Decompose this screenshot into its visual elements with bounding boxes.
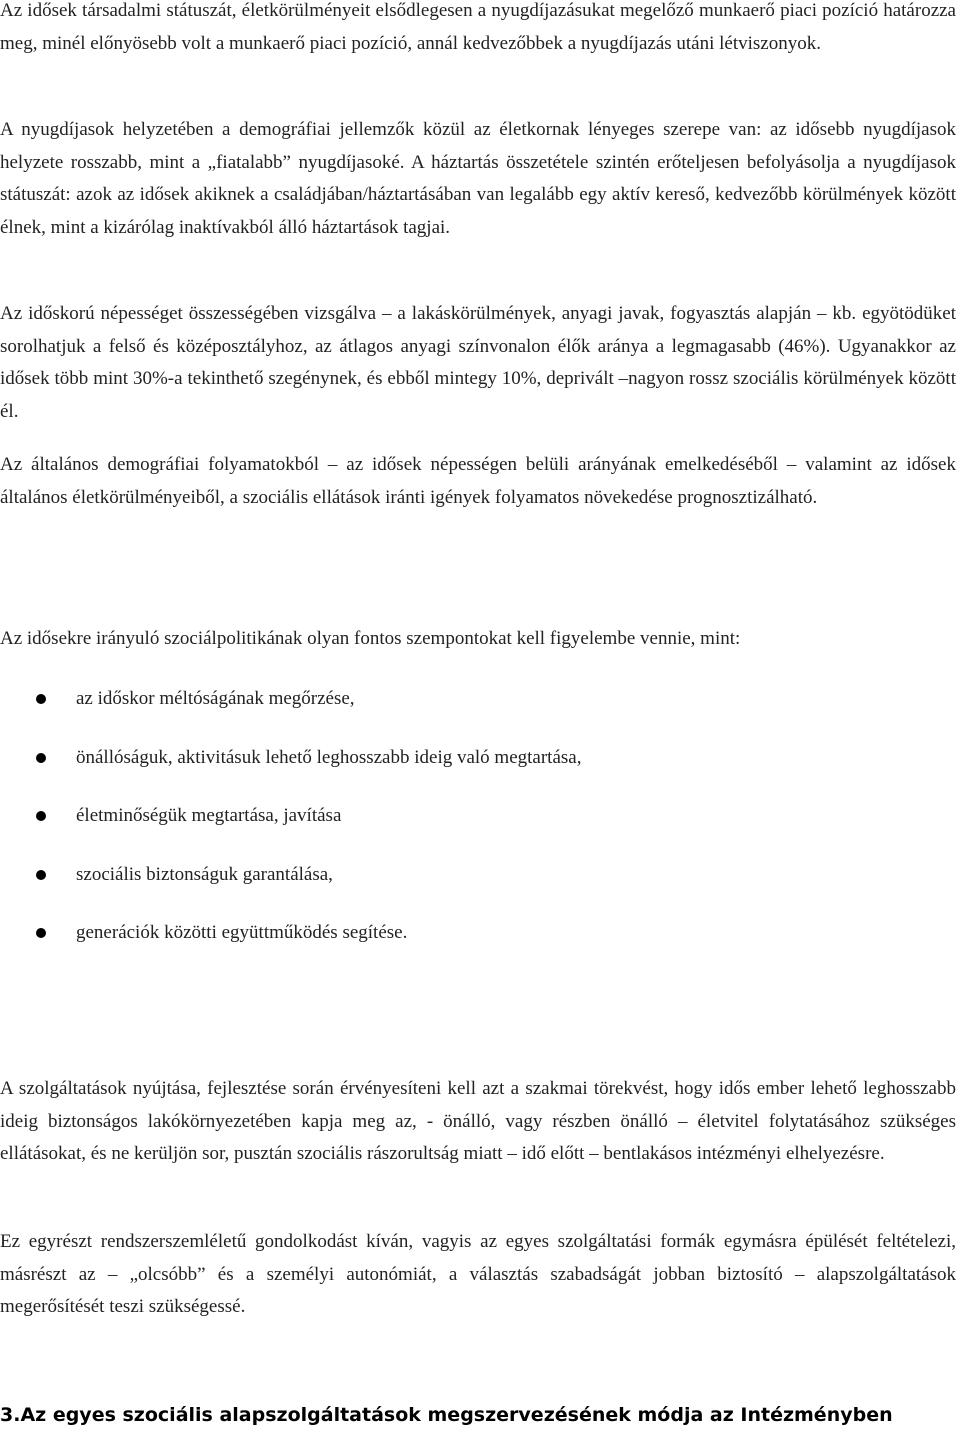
list-item-text: az időskor méltóságának megőrzése, [76,688,355,709]
paragraph-elderly-population: Az időskorú népességet összességében vizsgálva – a lakáskörülmények, anyagi javak, fogyasztás alapján – kb. egyötödüket sorolhatjuk a felső és középosztályhoz, az átlagos anyagi színvonalon élők aránya a legmagasabb (46%). Ugyanakkor az idősek több mint 30%-a tekinthető szegénynek, és ebből mintegy 10%, deprivált –nagyon rossz szociális körülmények között él. [0,303,956,422]
bullet-icon [36,753,46,763]
bullet-icon [36,928,46,938]
paragraph-services: A szolgáltatások nyújtása, fejlesztése során érvényesíteni kell azt a szakmai törekvést, hogy idős ember lehető leghosszabb ideig biztonságos lakókörnyezetében kapja meg az, - önálló, vagy részben önálló – életvitel folytatásához szükséges ellátásokat, és ne kerüljön sor, pusztán szociális rászorultság miatt – idő előtt – bentlakásos intézményi elhelyezésre. [0,1078,956,1165]
list-item [0,670,956,729]
bullet-icon [36,811,46,821]
list-item-text: generációk közötti együttműködés segítése. [76,922,408,943]
list-item-text: önállóságuk, aktivitásuk lehető leghosszabb ideig való megtartása, [76,746,582,768]
paragraph-demographics: A nyugdíjasok helyzetében a demográfiai jellemzők közül az életkornak lényeges szerepe van: az idősebb nyugdíjasok helyzete rosszabb, mint a „fiatalabb” nyugdíjasoké. A háztartás összetétele szintén erőteljesen befolyásolja a nyugdíjasok státuszát: azok az idősek akiknek a családjában/háztartásában van legalább egy aktív kereső, kedvezőbb körülmények között élnek, mint a kizárólag inaktívakból álló háztartások tagjai. [0,119,956,238]
list-item-text: életminőségük megtartása, javítása [76,805,342,826]
bullet-icon [36,694,46,704]
paragraph-pension-status: Az idősek társadalmi státuszát, életkörülményeit elsődlegesen a nyugdíjazásukat megelőző munkaerő piaci pozíció határozza meg, minél előnyösebb volt a munkaerő piaci pozíció, annál kedvezőbbek a nyugdíjazás utáni létviszonyok. [0,0,956,54]
list-item [0,729,956,788]
list-item [0,904,956,963]
paragraph-social-policy-intro: Az idősekre irányuló szociálpolitikának olyan fontos szempontokat kell figyelembe vennie, mint: [0,628,741,649]
paragraph-system-approach: Ez egyrészt rendszerszemléletű gondolkodást kíván, vagyis az egyes szolgáltatási formák egymásra épülését feltételezi, másrészt az – „olcsóbb” és a személyi autonómiát, a választás szabadságát jobban biztosító – alapszolgáltatások megerősítését teszi szükségessé. [0,1231,956,1318]
section-heading: 3.Az egyes szociális alapszolgáltatások megszervezésének módja az Intézményben [0,1404,893,1426]
list-item-text: szociális biztonságuk garantálása, [76,863,333,885]
bullet-icon [36,870,46,880]
list-item [0,846,956,905]
list-item [0,787,956,846]
policy-aspects-list [0,670,956,963]
paragraph-demographic-processes: Az általános demográfiai folyamatokból – az idősek népességen belüli arányának emelkedéséből – valamint az idősek általános életkörülményeiből, a szociális ellátások iránti igények folyamatos növekedése prognosztizálható. [0,454,956,508]
